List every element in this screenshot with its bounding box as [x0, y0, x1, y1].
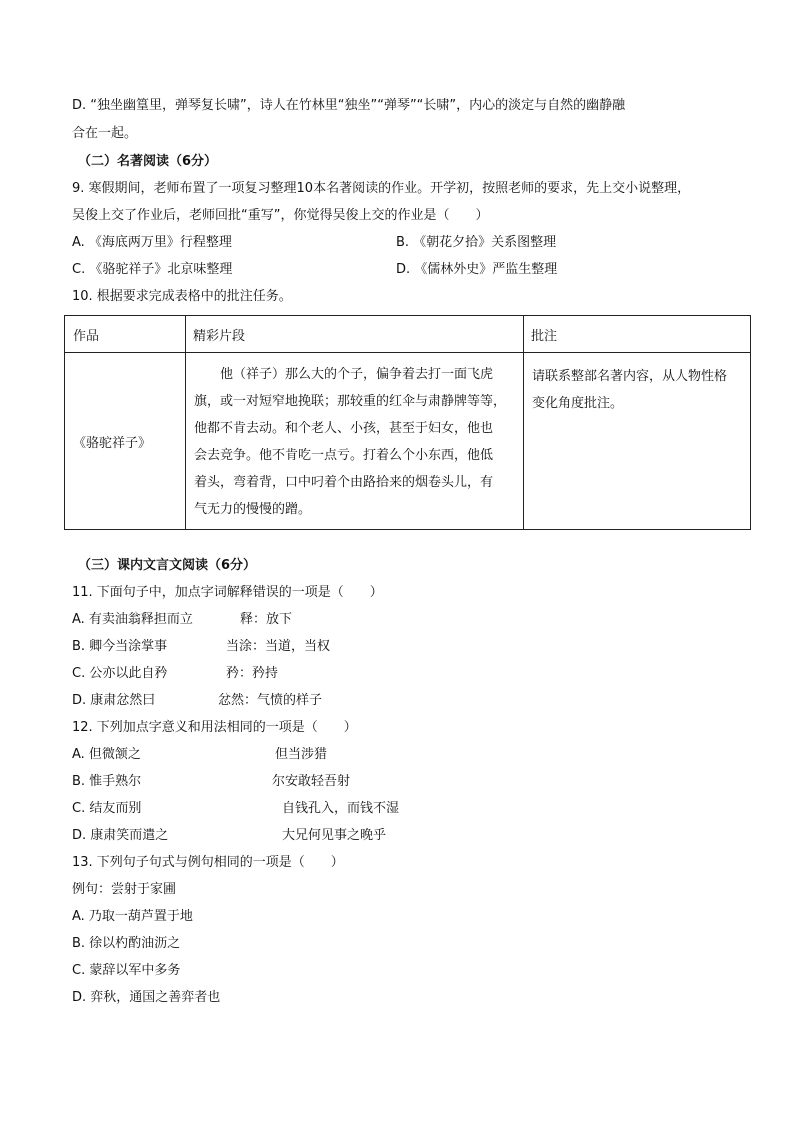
fragment-line: 他（祥子）那么大的个子，偏争着去打一面飞虎 [220, 367, 494, 382]
q10-stem: 10. 根据要求完成表格中的批注任务。 [72, 289, 292, 304]
fragment-line: 旗，或一对短窄地挽联；那较重的红伞与肃静牌等等， [194, 394, 507, 409]
q12-option-b: B. 惟手熟尔 [72, 774, 142, 789]
q9-stem-line-2: 吴俊上交了作业后，老师回批“重写”，你觉得吴俊上交的作业是（ ） [72, 208, 489, 223]
fragment-line: 会去竞争。他不肯吃一点亏。打着么个小东西，他低 [194, 448, 494, 463]
q13-option-a: A. 乃取一葫芦置于地 [72, 909, 193, 924]
annotation-table [64, 315, 751, 530]
fragment-line: 他都不肯去动。和个老人、小孩，甚至于妇女，他也 [194, 421, 494, 436]
q12-option-b-compare: 尔安敢轻吾射 [272, 774, 351, 789]
q11-option-c-explain: 矜：矜持 [226, 666, 279, 681]
q12-option-c: C. 结友而别 [72, 801, 142, 816]
q11-option-c: C. 公亦以此自矜 [72, 666, 168, 681]
header-work: 作品 [65, 316, 186, 353]
q12-option-a: A. 但微颔之 [72, 747, 141, 762]
q9-option-d: D. 《儒林外史》严监生整理 [396, 262, 558, 277]
table-header-row [65, 316, 751, 353]
q9-option-b: B. 《朝花夕拾》关系图整理 [396, 235, 557, 250]
table-row [65, 353, 751, 530]
fragment-cell [186, 353, 524, 530]
q13-option-d: D. 弈秋，通国之善弈者也 [72, 990, 221, 1005]
q13-example: 例句：尝射于家圃 [72, 882, 177, 897]
option-d-line-2: 合在一起。 [72, 126, 138, 141]
q9-option-a: A. 《海底两万里》行程整理 [72, 235, 232, 250]
q9-option-c: C. 《骆驼祥子》北京味整理 [72, 262, 233, 277]
q11-stem: 11. 下面句子中，加点字词解释错误的一项是（ ） [72, 585, 383, 600]
q12-option-d: D. 康肃笑而遣之 [72, 828, 169, 843]
q12-option-a-compare: 但当涉猎 [275, 747, 328, 762]
q9-stem-line-1: 9. 寒假期间，老师布置了一项复习整理10本名著阅读的作业。开学初，按照老师的要求，先上交小说整理， [72, 181, 691, 196]
q13-option-b: B. 徐以杓酌油沥之 [72, 936, 181, 951]
q11-option-a: A. 有卖油翁释担而立 [72, 612, 193, 627]
q12-option-d-compare: 大兄何见事之晚乎 [282, 828, 387, 843]
section-2-title: （二）名著阅读（6分） [78, 154, 218, 169]
q12-stem: 12. 下列加点字意义和用法相同的一项是（ ） [72, 720, 357, 735]
fragment-line: 着头，弯着背，口中叼着个由路拾来的烟卷头儿，有 [194, 475, 494, 490]
q11-option-a-explain: 释：放下 [240, 612, 293, 627]
q11-option-d: D. 康肃忿然曰 [72, 693, 156, 708]
q11-option-b-explain: 当涂：当道，当权 [226, 639, 331, 654]
work-title: 《骆驼祥子》 [65, 353, 186, 530]
annotation-line: 请联系整部名著内容，从人物性格 [532, 369, 728, 384]
q12-option-c-compare: 自钱孔入，而钱不湿 [282, 801, 400, 816]
header-fragment: 精彩片段 [186, 316, 524, 353]
section-3-title: （三）课内文言文阅读（6分） [78, 558, 257, 573]
annotation-line: 变化角度批注。 [532, 396, 624, 411]
q13-stem: 13. 下列句子句式与例句相同的一项是（ ） [72, 855, 344, 870]
option-d-line-1: D. “独坐幽篁里，弹琴复长啸”，诗人在竹林里“独坐”“弹琴”“长啸”，内心的淡定与自然的幽静融 [72, 98, 626, 113]
q11-option-b: B. 卿今当涂掌事 [72, 639, 168, 654]
annotation-cell [524, 353, 751, 530]
q11-option-d-explain: 忿然：气愤的样子 [218, 693, 323, 708]
header-annotation: 批注 [524, 316, 751, 353]
fragment-line: 气无力的慢慢的蹭。 [194, 502, 312, 517]
q13-option-c: C. 蒙辞以军中多务 [72, 963, 181, 978]
